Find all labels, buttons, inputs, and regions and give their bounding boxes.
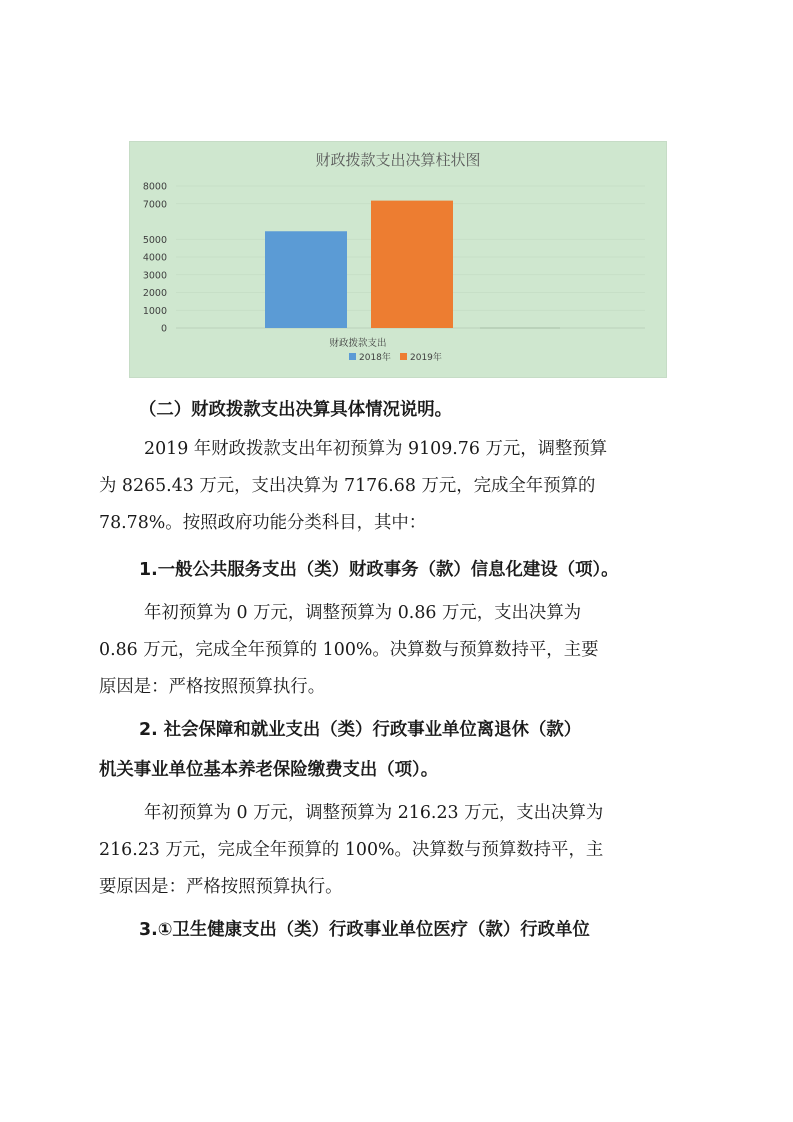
y-tick-label: 0 — [160, 323, 167, 335]
chart-title: 财政拨款支出决算柱状图 — [315, 151, 481, 169]
bar-2019年 — [371, 201, 453, 328]
item-1-heading: 1.一般公共服务支出（类）财政事务（款）信息化建设（项）。 — [139, 560, 619, 580]
legend-swatch — [400, 353, 407, 360]
section-heading: （二）财政拨款支出决算具体情况说明。 — [139, 400, 453, 420]
y-tick-label: 8000 — [142, 181, 167, 193]
intro-line-2: 为 8265.43 万元，支出决算为 7176.68 万元，完成全年预算的 — [99, 476, 596, 496]
item-2-body-2: 216.23 万元，完成全年预算的 100%。决算数与预算数持平，主 — [99, 840, 604, 860]
intro-line-1: 2019 年财政拨款支出年初预算为 9109.76 万元，调整预算 — [144, 439, 608, 459]
intro-line-3: 78.78%。按照政府功能分类科目，其中： — [99, 513, 427, 533]
legend-label: 2019年 — [410, 353, 442, 363]
item-2-body-1: 年初预算为 0 万元，调整预算为 216.23 万元，支出决算为 — [144, 803, 604, 823]
y-tick-label: 5000 — [142, 234, 167, 246]
y-tick-label: 7000 — [142, 199, 167, 211]
chart-canvas — [130, 142, 666, 377]
y-tick-label: 3000 — [142, 270, 167, 282]
item-2-heading-2: 机关事业单位基本养老保险缴费支出（项）。 — [99, 760, 439, 780]
item-1-body-2: 0.86 万元，完成全年预算的 100%。决算数与预算数持平，主要 — [99, 640, 599, 660]
legend-swatch — [349, 353, 356, 360]
item-3-heading: 3.①卫生健康支出（类）行政事业单位医疗（款）行政单位 — [139, 920, 590, 940]
y-tick-label: 4000 — [142, 252, 167, 264]
bar-chart — [129, 141, 667, 378]
y-tick-label: 1000 — [142, 305, 167, 317]
item-2-body-3: 要原因是：严格按照预算执行。 — [99, 877, 343, 897]
item-1-body-3: 原因是：严格按照预算执行。 — [99, 677, 326, 697]
item-1-body-1: 年初预算为 0 万元，调整预算为 0.86 万元，支出决算为 — [144, 603, 582, 623]
bar-2018年 — [265, 231, 347, 328]
y-tick-label: 2000 — [142, 288, 167, 299]
item-2-heading-1: 2. 社会保障和就业支出（类）行政事业单位离退休（款） — [139, 720, 582, 740]
legend-label: 2018年 — [359, 353, 391, 363]
x-category-label: 财政拨款支出 — [329, 338, 387, 349]
